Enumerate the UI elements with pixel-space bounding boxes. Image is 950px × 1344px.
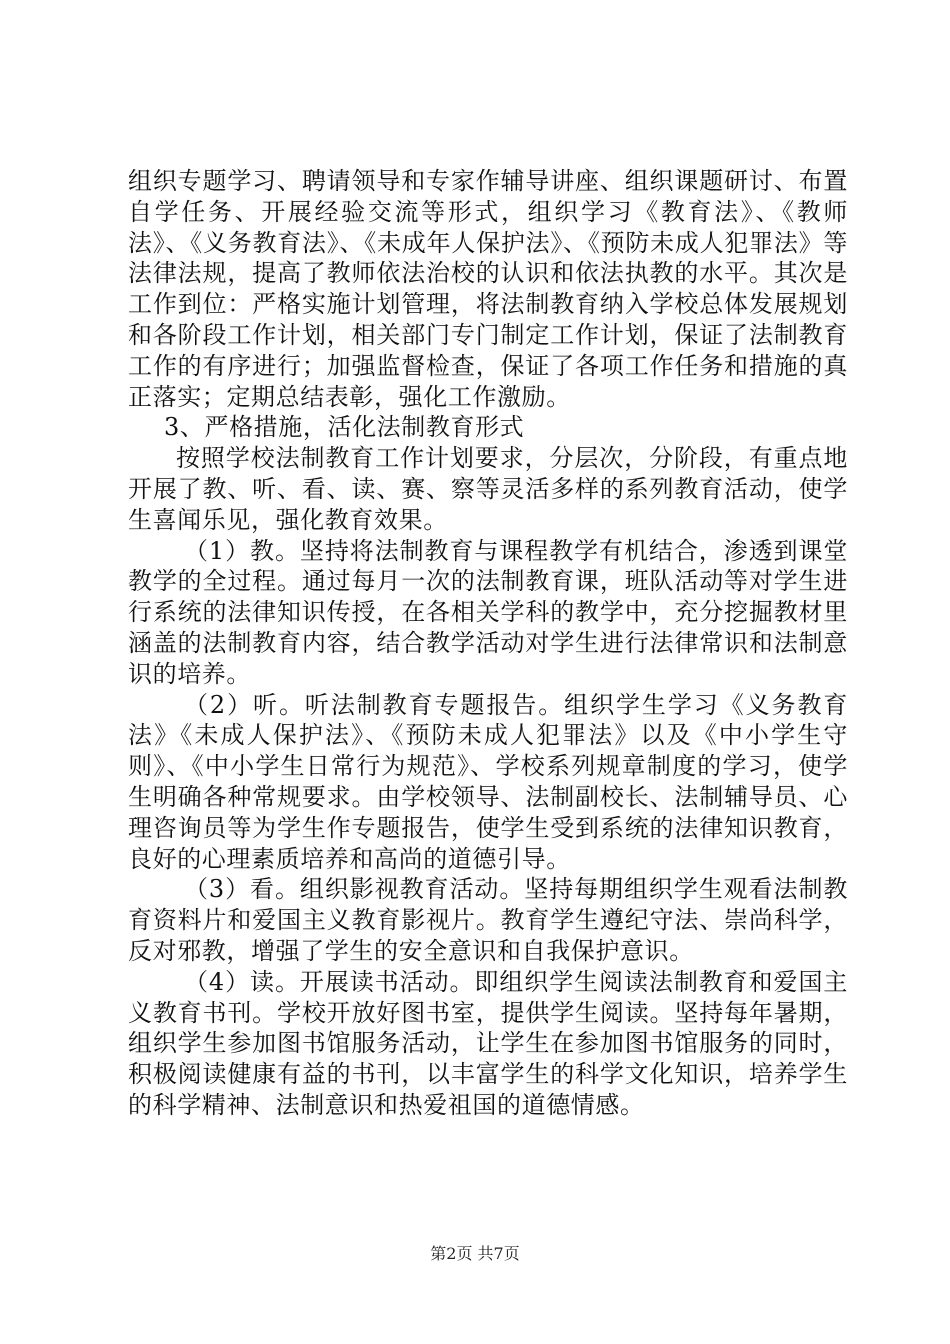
paragraph-training-measures: 组织专题学习、聘请领导和专家作辅导讲座、组织课题研讨、布置自学任务、开展经验交流等形式，组织学习《教育法》、《教师法》、《义务教育法》、《未成年人保护法》、《预防未成人犯罪法》等法律法规，提高了教师依法治校的认识和依法执教的水平。其次是工作到位：严格实施计划管理，将法制教育纳入学校总体发展规划和各阶段工作计划，相关部门专门制定工作计划，保证了法制教育工作的有序进行；加强监督检查，保证了各项工作任务和措施的真正落实；定期总结表彰，强化工作激励。: [128, 167, 848, 411]
page-number-footer: 第2页 共7页: [430, 1244, 520, 1263]
paragraph-item-teach: （1）教。坚持将法制教育与课程教学有机结合，渗透到课堂教学的全过程。通过每月一次的法制教育课，班队活动等对学生进行系统的法律知识传授，在各相关学科的教学中，充分挖掘教材里涵盖的法制教育内容，结合教学活动对学生进行法律常识和法制意识的培养。: [128, 536, 848, 688]
paragraph-item-read: （4）读。开展读书活动。即组织学生阅读法制教育和爱国主义教育书刊。学校开放好图书室，提供学生阅读。坚持每年暑期，组织学生参加图书馆服务活动，让学生在参加图书馆服务的同时，积极阅读健康有益的书刊，以丰富学生的科学文化知识，培养学生的科学精神、法制意识和热爱祖国的道德情感。: [128, 967, 848, 1119]
paragraph-item-watch: （3）看。组织影视教育活动。坚持每期组织学生观看法制教育资料片和爱国主义教育影视片。教育学生遵纪守法、崇尚科学，反对邪教，增强了学生的安全意识和自我保护意识。: [128, 875, 848, 965]
paragraph-education-plan: 按照学校法制教育工作计划要求，分层次，分阶段，有重点地开展了教、听、看、读、赛、察等灵活多样的系列教育活动，使学生喜闻乐见，强化教育效果。: [128, 444, 848, 534]
section-heading-3: 3、严格措施，活化法制教育形式: [164, 413, 525, 442]
paragraph-item-listen: （2）听。听法制教育专题报告。组织学生学习《义务教育法》《未成人保护法》、《预防未成人犯罪法》以及《中小学生守则》、《中小学生日常行为规范》、学校系列规章制度的学习，使学生明确各种常规要求。由学校领导、法制副校长、法制辅导员、心理咨询员等为学生作专题报告，使学生受到系统的法律知识教育，良好的心理素质培养和高尚的道德引导。: [128, 690, 848, 873]
document-body: [128, 166, 848, 1121]
